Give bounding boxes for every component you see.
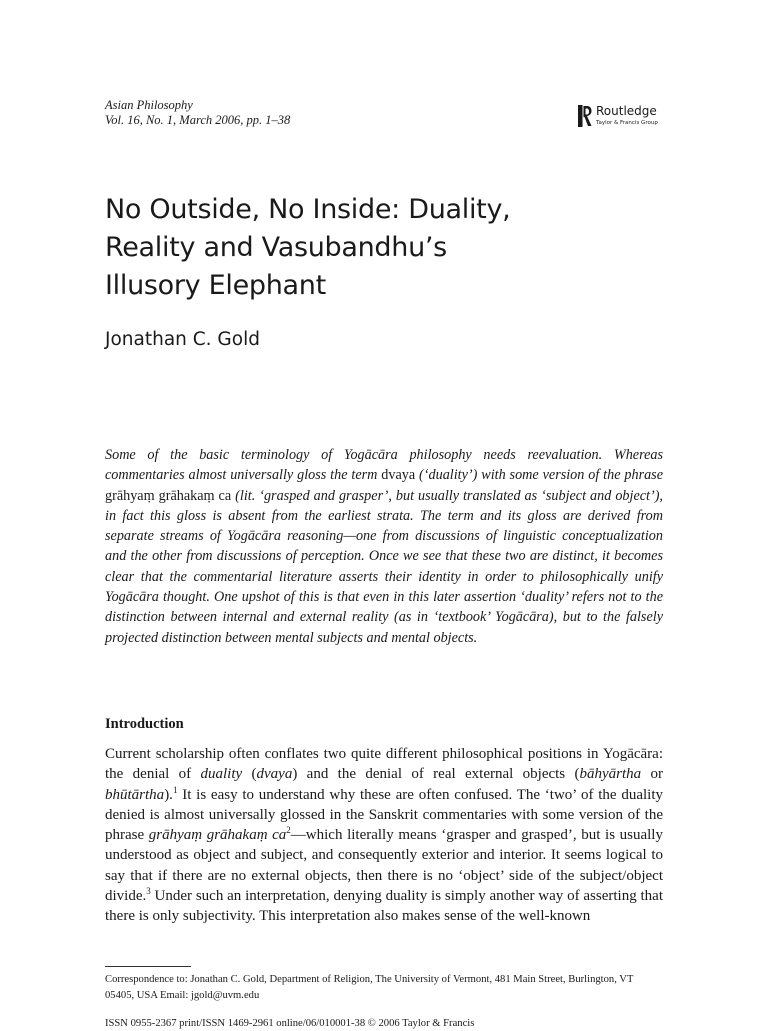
publisher-logo bbox=[578, 103, 678, 133]
correspondence-note: Correspondence to: Jonathan C. Gold, Department of Religion, The University of Vermont, 481 Main Street, Burlington, VT 05405, USA Email: jgold@uvm.edu bbox=[105, 974, 634, 1001]
journal-name: Asian Philosophy bbox=[105, 98, 193, 112]
publisher-name: Routledge bbox=[596, 104, 657, 118]
footnote-ref[interactable]: 2 bbox=[286, 825, 291, 836]
title-line: No Outside, No Inside: Duality, bbox=[105, 194, 511, 225]
section-heading: Introduction bbox=[105, 716, 184, 732]
journal-issue: Vol. 16, No. 1, March 2006, pp. 1–38 bbox=[105, 113, 291, 127]
footnote-ref[interactable]: 1 bbox=[172, 784, 178, 795]
abstract-term: dvaya bbox=[381, 467, 416, 484]
article-title bbox=[105, 191, 665, 305]
footnote-ref[interactable]: 3 bbox=[146, 886, 151, 897]
abstract: Some of the basic terminology of Yogācāra philosophy needs reevaluation. Whereas commentaries almost universally gloss the term dvaya (‘duality’) with some version of the phrase grāhyaṃ grāhakaṃ ca (lit. ‘grasped and grasper’, but usually translated as ‘subject and object’), in fact this gloss is absent from the earliest strata. The term and its gloss are derived from separate streams of Yogācāra reasoning—one from discussions of linguistic conceptualization and the other from discussions of perception. Once we see that these two are distinct, it becomes clear that the commentarial literature asserts their identity in order to philosophically unify Yogācāra thought. One upshot of this is that even in this later assertion ‘duality’ refers not to the distinction between internal and external reality (as in ‘textbook’ Yogācāra), but to the falsely projected distinction between mental subjects and mental objects. bbox=[105, 447, 664, 646]
body-paragraph: Current scholarship often conflates two quite different philosophical positions in Yogācāra: the denial of duality (dvaya) and the denial of real external objects (bāhyārtha or bhūtārtha).$^1$ It is easy to understand why these are often confused. The ‘two’ of the duality denied is almost universally glossed in the Sanskrit commentaries with some version of the phrase grāhyaṃ grāhakaṃ $ca^2—which$ literally means ‘grasper and grasped’, but is usually understood as object and subject, and consequently exterior and interior. It seems logical to say that if there are no external objects, then there is no ‘object’ side of the subject/object divide.$^3$ Under such an interpretation, denying duality is simply another way of asserting that there is only subjectivity. This interpretation also makes sense of the well-known bbox=[105, 746, 663, 925]
publisher-group: Taylor & Francis Group bbox=[596, 120, 658, 126]
journal-citation bbox=[105, 98, 290, 128]
abstract-term: grāhyaṃ grāhakaṃ ca bbox=[105, 487, 232, 504]
issn-line: ISSN 0955-2367 print/ISSN 1469-2961 online/06/010001-38 © 2006 Taylor & Francis bbox=[105, 1018, 475, 1029]
title-line: Reality and Vasubandhu’s bbox=[105, 232, 447, 263]
title-line: Illusory Elephant bbox=[105, 270, 326, 301]
footnote-divider bbox=[105, 966, 191, 967]
article-author: Jonathan C. Gold bbox=[105, 329, 260, 350]
routledge-r-icon bbox=[578, 105, 592, 127]
